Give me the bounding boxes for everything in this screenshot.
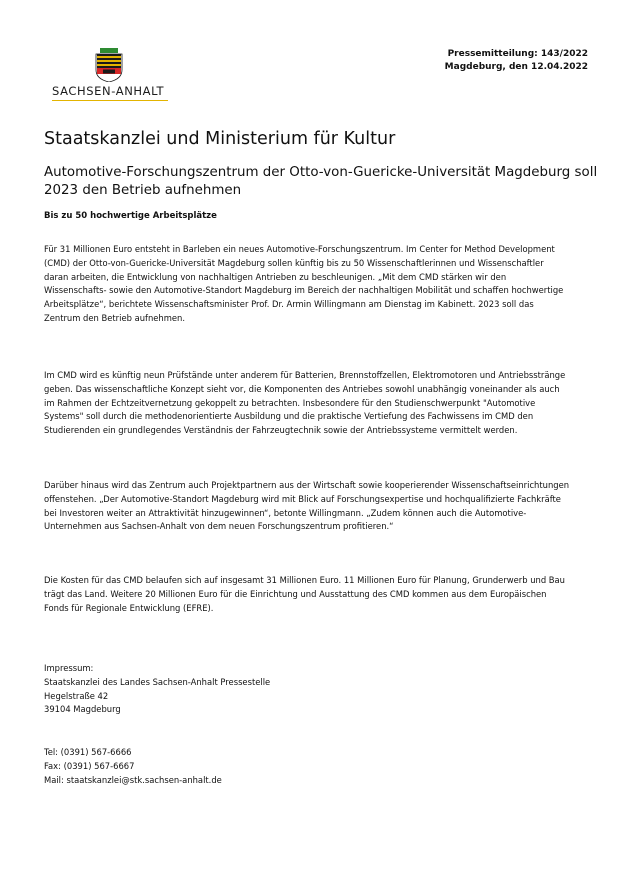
- paragraph-line: Für 31 Millionen Euro entsteht in Barleben ein neues Automotive-Forschungszentrum. Im Center for Method Development: [44, 244, 555, 254]
- paragraph-line: (CMD) der Otto-von-Guericke-Universität Magdeburg sollen künftig bis zu 50 Wissenschaftlerinnen und Wissenschaftler: [44, 257, 544, 268]
- paragraph-line: Zentrum den Betrieb aufnehmen.: [44, 312, 186, 323]
- paragraph-line: Arbeitsplätze“, berichtete Wissenschaftsminister Prof. Dr. Armin Willingmann am Dienstag im Kabinett. 2023 soll das: [44, 299, 534, 310]
- press-release-number: Pressemitteilung: 143/2022: [447, 49, 588, 59]
- crest-stripe: [97, 58, 121, 60]
- crest-bear: [103, 70, 115, 74]
- paragraph-line: Darüber hinaus wird das Zentrum auch Projektpartnern aus der Wirtschaft sowie kooperierender Wissenschaftseinrichtungen: [44, 480, 570, 490]
- press-release-date: Magdeburg, den 12.04.2022: [444, 62, 588, 72]
- coat-of-arms-icon: [95, 48, 123, 82]
- crest-stripe: [97, 62, 121, 64]
- contact-info: [44, 746, 222, 787]
- paragraph-line: Unternehmen aus Sachsen-Anhalt von dem neuen Forschungszentrum profitieren.“: [44, 521, 394, 532]
- crest-stripe: [97, 60, 121, 62]
- paragraph-line: trägt das Land. Weitere 20 Millionen Euro für die Einrichtung und Ausstattung des CMD kommen aus dem Europäischen: [44, 588, 547, 599]
- impressum-heading: Impressum:: [44, 663, 94, 673]
- ministry-title: Staatskanzlei und Ministerium für Kultur: [44, 129, 396, 149]
- impressum-street: Hegelstraße 42: [44, 690, 109, 701]
- paragraph-line: Systems" soll durch die methodenorientierte Ausbildung und die praktische Vertiefung des Fachwissens im CMD den: [44, 411, 534, 422]
- paragraph-line: Studierenden ein grundlegendes Verständnis der Fahrzeugtechnik sowie der Antriebssysteme vermittelt werden.: [44, 425, 518, 436]
- logo-text: SACHSEN-ANHALT: [52, 84, 165, 98]
- paragraph-4: [44, 574, 604, 615]
- contact-phone: Tel: (0391) 567-6666: [44, 747, 132, 757]
- impressum-city: 39104 Magdeburg: [44, 704, 121, 715]
- subheadline: Bis zu 50 hochwertige Arbeitsplätze: [44, 211, 217, 221]
- crest-crown: [100, 48, 118, 53]
- contact-email[interactable]: Mail: staatskanzlei@stk.sachsen-anhalt.de: [44, 774, 222, 785]
- paragraph-2: [44, 369, 604, 438]
- contact-fax: Fax: (0391) 567-6667: [44, 760, 135, 771]
- paragraph-line: Die Kosten für das CMD belaufen sich auf insgesamt 31 Millionen Euro. 11 Millionen Euro für Planung, Grunderwerb und Bau: [44, 575, 565, 585]
- paragraph-line: Im CMD wird es künftig neun Prüfstände unter anderem für Batterien, Brennstoffzellen, Elektromotoren und Antriebsstränge: [44, 370, 566, 380]
- paragraph-1: [44, 243, 604, 326]
- impressum-org: Staatskanzlei des Landes Sachsen-Anhalt Pressestelle: [44, 676, 271, 687]
- press-release-info: [445, 48, 588, 74]
- headline-line: Automotive-Forschungszentrum der Otto-von-Guericke-Universität Magdeburg soll: [44, 165, 598, 180]
- paragraph-line: bei Investoren weiter an Attraktivität hinzugewinnen“, betonte Willingmann. „Zudem können auch die Automotive-: [44, 507, 527, 518]
- crest-stripe: [97, 64, 121, 66]
- impressum: [44, 662, 270, 717]
- crest-stripe: [97, 56, 121, 58]
- headline-line: 2023 den Betrieb aufnehmen: [44, 183, 242, 198]
- crest-stripe: [97, 66, 121, 68]
- paragraph-line: im Rahmen der Echtzeitvernetzung gekoppelt zu betrachten. Insbesondere für den Studienschwerpunkt "Automotive: [44, 397, 536, 408]
- paragraph-line: Fonds für Regionale Entwicklung (EFRE).: [44, 602, 214, 613]
- paragraph-line: geben. Das wissenschaftliche Konzept sieht vor, die Komponenten des Antriebes sowohl unabhängig voneinander als auch: [44, 383, 560, 394]
- paragraph-line: Wissenschafts- sowie den Automotive-Standort Magdeburg im Bereich der nachhaltigen Mobilität und schaffen hochwertige: [44, 285, 564, 296]
- headline: [44, 164, 604, 200]
- paragraph-line: daran arbeiten, die Entwicklung von nachhaltigen Antrieben zu beschleunigen. „Mit dem CMD stärken wir den: [44, 271, 507, 282]
- paragraph-line: offenstehen. „Der Automotive-Standort Magdeburg wird mit Blick auf Forschungsexpertise und hochqualifizierte Fachkräfte: [44, 493, 561, 504]
- logo-underline: [52, 100, 168, 101]
- paragraph-3: [44, 479, 604, 534]
